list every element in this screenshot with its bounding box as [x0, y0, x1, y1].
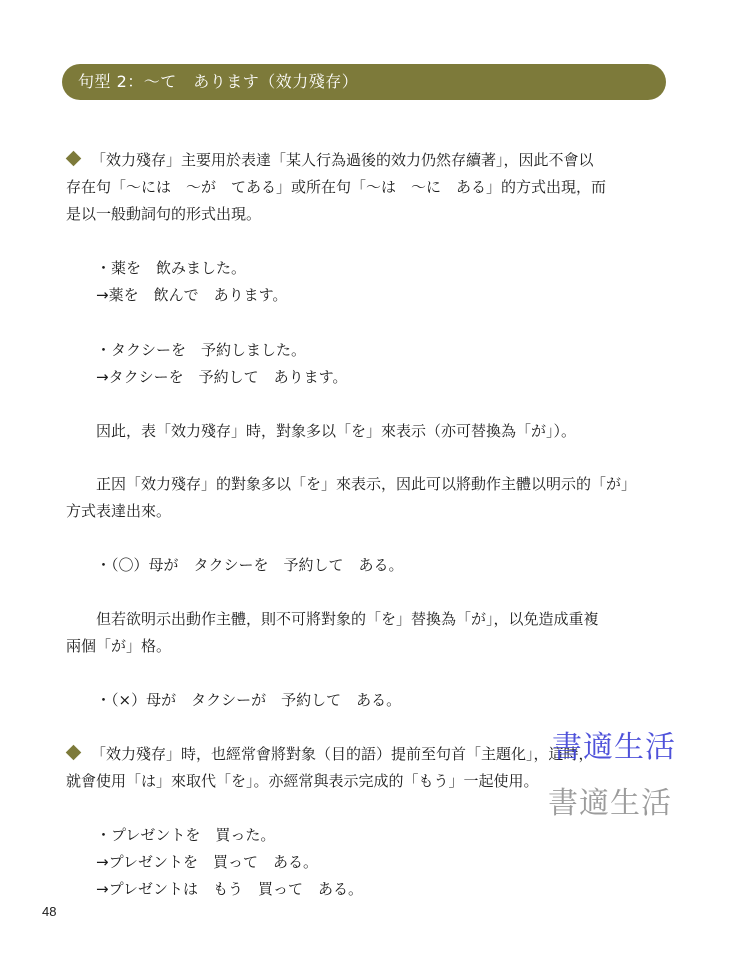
example-2a: ・タクシーを 予約しました。: [96, 341, 307, 359]
paragraph-5-line-1: 「效力殘存」時，也經常會將對象（目的語）提前至句首「主題化」，這時，: [66, 744, 594, 764]
paragraph-4-line-2: 兩個「が」格。: [66, 637, 172, 655]
example-1b: →薬を 飲んで あります。: [96, 286, 288, 304]
section-title: 句型 2：～て あります（效力殘存）: [78, 72, 359, 91]
example-3: ・（〇）母が タクシーを 予約して ある。: [96, 556, 404, 574]
example-5c: →プレゼントは もう 買って ある。: [96, 880, 363, 898]
paragraph-5-line-2: 就會使用「は」來取代「を」。亦經常與表示完成的「もう」一起使用。: [66, 772, 539, 790]
diamond-bullet-icon: [66, 151, 82, 167]
paragraph-3-line-2: 方式表達出來。: [66, 502, 172, 520]
diamond-bullet-icon: [66, 745, 82, 761]
example-2b: →タクシーを 予約して あります。: [96, 368, 348, 386]
paragraph-1-line-2: 存在句「～には ～が てある」或所在句「～は ～に ある」的方式出現，而: [66, 178, 607, 196]
example-5b: →プレゼントを 買って ある。: [96, 853, 318, 871]
page-number: 48: [42, 904, 57, 919]
paragraph-3-line-1: 正因「效力殘存」的對象多以「を」來表示，因此可以將動作主體以明示的「が」: [96, 475, 637, 493]
example-5a: ・プレゼントを 買った。: [96, 826, 276, 844]
watermark-gray: 書適生活: [548, 786, 672, 821]
example-1a: ・薬を 飲みました。: [96, 259, 247, 277]
paragraph-1-line-3: 是以一般動詞句的形式出現。: [66, 205, 262, 223]
watermark-blue: 書適生活: [552, 730, 676, 765]
paragraph-2: 因此，表「效力殘存」時，對象多以「を」來表示（亦可替換為「が」）。: [96, 422, 577, 440]
example-4: ・（×）母が タクシーが 予約して ある。: [96, 691, 402, 709]
paragraph-1-line-1: 「效力殘存」主要用於表達「某人行為過後的效力仍然存續著」，因此不會以: [66, 150, 594, 170]
paragraph-4-line-1: 但若欲明示出動作主體，則不可將對象的「を」替換為「が」，以免造成重複: [96, 610, 599, 628]
section-title-banner: [62, 64, 666, 100]
